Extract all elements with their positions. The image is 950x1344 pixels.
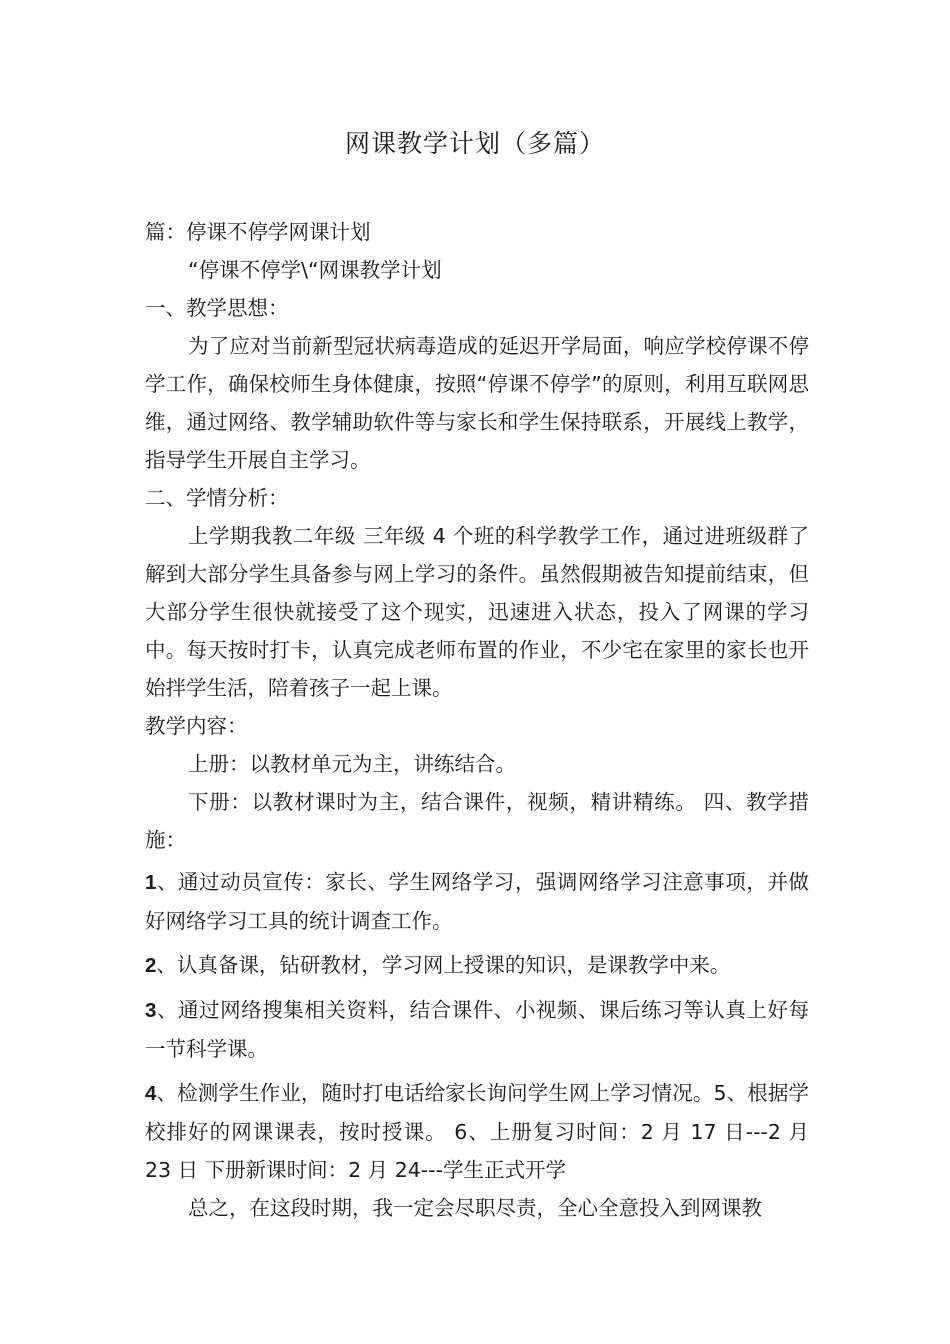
paragraph-teaching-idea: 为了应对当前新型冠状病毒造成的延迟开学局面，响应学校停课不停学工作，确保校师生身体健康，按照“停课不停学”的原则，利用互联网思维，通过网络、教学辅助软件等与家长和学生保持联系，开展线上教学，指导学生开展自主学习。 — [145, 334, 809, 472]
document-title: 网课教学计划（多篇） — [344, 129, 605, 158]
measure-text: 、通过网络搜集相关资料，结合课件、小视频、课后练习等认真上好每一节科学课。 — [145, 998, 809, 1061]
measure-item — [145, 863, 809, 940]
sub-heading: “停课不停学\“网课教学计划 — [188, 258, 442, 282]
measure-number: 3 — [145, 999, 157, 1022]
measure-item — [145, 1074, 809, 1189]
document-body — [145, 213, 809, 1227]
paragraph-student-analysis: 上学期我教二年级 三年级 4 个班的科学教学工作，通过进班级群了解到大部分学生具备参与网上学习的条件。虽然假期被告知提前结束，但大部分学生很快就接受了这个现实，迅速进入状态，投入了网课的学习中。每天按时打卡，认真完成老师布置的作业，不少宅在家里的家长也开始拌学生活，陪着孩子一起上课。 — [145, 524, 809, 700]
chapter-heading: 篇：停课不停学网课计划 — [145, 220, 371, 244]
measure-item — [145, 946, 809, 985]
measure-text: 、通过动员宣传：家长、学生网络学习，强调网络学习注意事项，并做好网络学习工具的统计调查工作。 — [145, 870, 809, 933]
measure-text: 、认真备课，钻研教材，学习网上授课的知识，是课教学中来。 — [156, 953, 731, 977]
content-line-volume-1: 上册：以教材单元为主，讲练结合。 — [188, 752, 516, 776]
measure-number: 1 — [145, 871, 157, 894]
measure-item — [145, 991, 809, 1068]
measure-number: 2 — [145, 954, 157, 977]
closing-paragraph: 总之，在这段时期，我一定会尽职尽责，全心全意投入到网课教 — [188, 1196, 762, 1220]
section-heading-teaching-content: 教学内容： — [145, 714, 248, 738]
content-line-volume-2: 下册：以教材课时为主，结合课件，视频，精讲精练。 四、教学措施： — [145, 790, 809, 852]
measure-text: 、检测学生作业，随时打电话给家长询问学生网上学习情况。5、根据学校排好的网课课表，按时授课。 6、上册复习时间：2 月 17 日---2 月 23 日 下册新课时间：2 月 24---学生正式开学 — [145, 1081, 809, 1182]
section-heading-student-analysis: 二、学情分析： — [145, 486, 289, 510]
section-heading-teaching-idea: 一、教学思想： — [145, 296, 289, 320]
measure-number: 4 — [145, 1082, 157, 1105]
